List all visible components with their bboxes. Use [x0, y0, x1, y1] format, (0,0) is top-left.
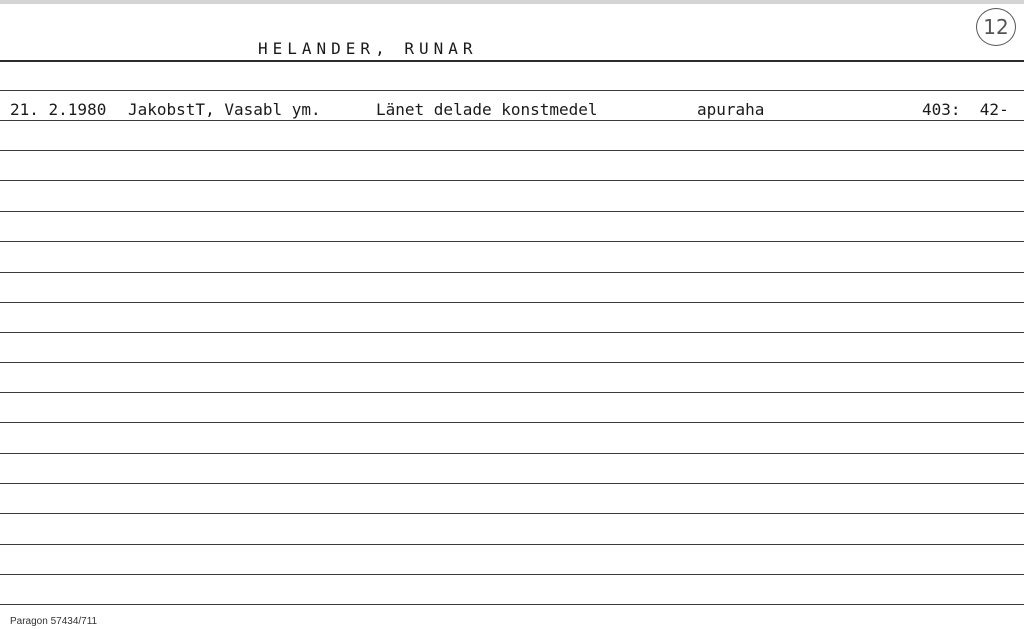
- ruled-line: [0, 422, 1024, 423]
- ruled-line: [0, 332, 1024, 333]
- ruled-line: [0, 90, 1024, 91]
- ruled-line: [0, 453, 1024, 454]
- ruled-line: [0, 180, 1024, 181]
- ruled-line: [0, 544, 1024, 545]
- ruled-line: [0, 513, 1024, 514]
- header-rule: [0, 60, 1024, 62]
- ruled-line: [0, 120, 1024, 121]
- ruled-line: [0, 302, 1024, 303]
- card-top-edge: [0, 0, 1024, 4]
- ruled-line: [0, 483, 1024, 484]
- entry-source: JakobstT, Vasabl ym.: [128, 100, 321, 119]
- person-name: HELANDER, RUNAR: [258, 39, 478, 58]
- printer-footer: Paragon 57434/711: [10, 616, 98, 627]
- entry-category: apuraha: [697, 100, 765, 119]
- ruled-line: [0, 241, 1024, 242]
- entry-reference: 403: 42-: [922, 100, 1009, 119]
- ruled-line: [0, 211, 1024, 212]
- entry-date: 21. 2.1980: [10, 100, 107, 119]
- entry-description: Länet delade konstmedel: [376, 100, 598, 119]
- ruled-line: [0, 392, 1024, 393]
- ruled-line: [0, 574, 1024, 575]
- ruled-line: [0, 362, 1024, 363]
- ruled-line: [0, 604, 1024, 605]
- ruled-line: [0, 272, 1024, 273]
- card-number-circled: 12: [976, 8, 1016, 46]
- ruled-line: [0, 150, 1024, 151]
